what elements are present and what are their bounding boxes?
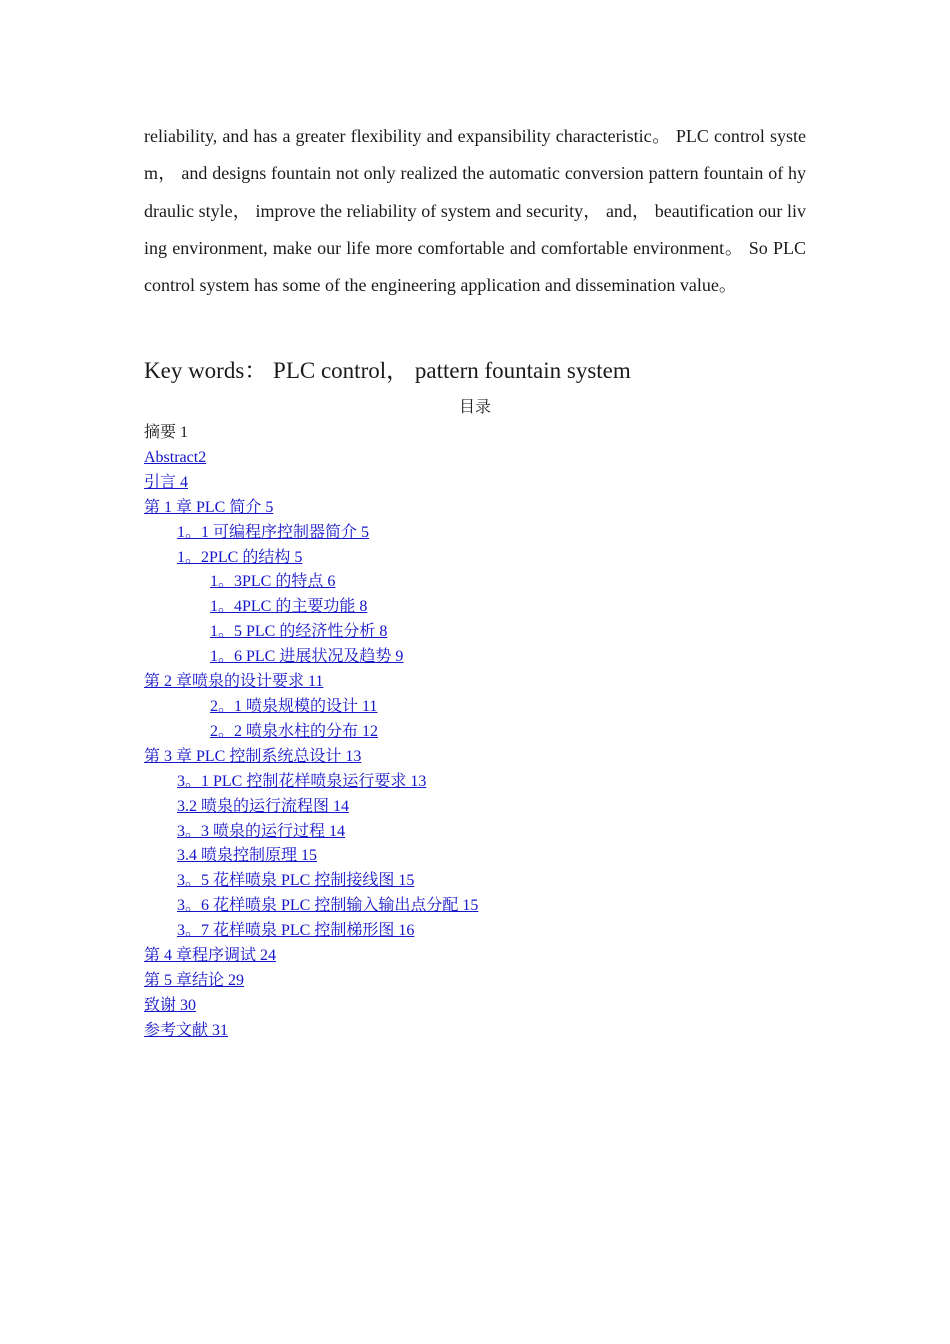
toc-entry-abstract-cn: 摘要 1 <box>144 424 189 441</box>
toc-item <box>144 969 478 994</box>
toc-item <box>144 894 478 919</box>
toc-link-1-4[interactable]: 1。4PLC 的主要功能 8 <box>210 598 368 616</box>
toc-item <box>144 546 478 571</box>
toc-link-3-2[interactable]: 3.2 喷泉的运行流程图 14 <box>177 797 350 815</box>
toc-item <box>144 795 478 820</box>
toc-item <box>144 595 478 620</box>
toc-item <box>144 745 478 770</box>
toc-link-2-1[interactable]: 2。1 喷泉规模的设计 11 <box>210 697 378 715</box>
toc-link-references[interactable]: 参考文献 31 <box>144 1021 229 1039</box>
toc-item <box>144 820 478 845</box>
toc-item <box>144 645 478 670</box>
toc-link-3-3[interactable]: 3。3 喷泉的运行过程 14 <box>177 822 346 840</box>
toc-link-3-4[interactable]: 3.4 喷泉控制原理 15 <box>177 847 318 865</box>
toc-link-abstract[interactable]: Abstract2 <box>144 448 207 466</box>
toc-link-chapter-1[interactable]: 第 1 章 PLC 简介 5 <box>144 498 274 516</box>
toc-item <box>144 471 478 496</box>
toc-item <box>144 695 478 720</box>
toc-link-3-7[interactable]: 3。7 花样喷泉 PLC 控制梯形图 16 <box>177 922 415 940</box>
toc-link-chapter-2[interactable]: 第 2 章喷泉的设计要求 11 <box>144 673 324 691</box>
toc-item <box>144 1019 478 1044</box>
toc-link-3-5[interactable]: 3。5 花样喷泉 PLC 控制接线图 15 <box>177 872 415 890</box>
toc-item <box>144 869 478 894</box>
toc-link-2-2[interactable]: 2。2 喷泉水柱的分布 12 <box>210 722 379 740</box>
abstract-paragraph: reliability, and has a greater flexibility and expansibility characteristic。 PLC control system， and designs fountain not only realized the automatic conversion pattern fountain of hydraulic style， improve the reliability of system and security， and， beautification our living environment, make our life more comfortable and comfortable environment。 So PLC control system has some of the engineering application and dissemination value。 <box>144 126 806 296</box>
toc-link-acknowledgements[interactable]: 致谢 30 <box>144 996 197 1014</box>
abstract-section <box>144 118 806 304</box>
toc-item <box>144 844 478 869</box>
toc-item <box>144 570 478 595</box>
toc-item <box>144 446 478 471</box>
toc-link-1-5[interactable]: 1。5 PLC 的经济性分析 8 <box>210 623 388 641</box>
toc-link-3-1[interactable]: 3。1 PLC 控制花样喷泉运行要求 13 <box>177 772 427 790</box>
toc-item <box>144 944 478 969</box>
toc-link-1-1[interactable]: 1。1 可编程序控制器简介 5 <box>177 523 370 541</box>
toc-item <box>144 421 478 446</box>
toc-link-1-6[interactable]: 1。6 PLC 进展状况及趋势 9 <box>210 648 404 666</box>
table-of-contents <box>144 421 478 1044</box>
toc-link-chapter-5[interactable]: 第 5 章结论 29 <box>144 971 245 989</box>
keywords-value: PLC control， pattern fountain system <box>267 358 631 383</box>
toc-link-chapter-3[interactable]: 第 3 章 PLC 控制系统总设计 13 <box>144 747 362 765</box>
toc-link-1-3[interactable]: 1。3PLC 的特点 6 <box>210 573 336 591</box>
toc-item <box>144 670 478 695</box>
toc-link-introduction[interactable]: 引言 4 <box>144 473 189 491</box>
toc-item <box>144 521 478 546</box>
toc-link-chapter-4[interactable]: 第 4 章程序调试 24 <box>144 947 277 965</box>
toc-item <box>144 496 478 521</box>
toc-item <box>144 620 478 645</box>
toc-item <box>144 994 478 1019</box>
toc-link-1-2[interactable]: 1。2PLC 的结构 5 <box>177 548 303 566</box>
keywords-label: Key words： <box>144 358 268 383</box>
toc-link-3-6[interactable]: 3。6 花样喷泉 PLC 控制输入输出点分配 15 <box>177 897 479 915</box>
keywords-line <box>144 352 844 390</box>
toc-item <box>144 720 478 745</box>
toc-heading: 目录 <box>458 399 491 416</box>
toc-item <box>144 919 478 944</box>
toc-item <box>144 770 478 795</box>
